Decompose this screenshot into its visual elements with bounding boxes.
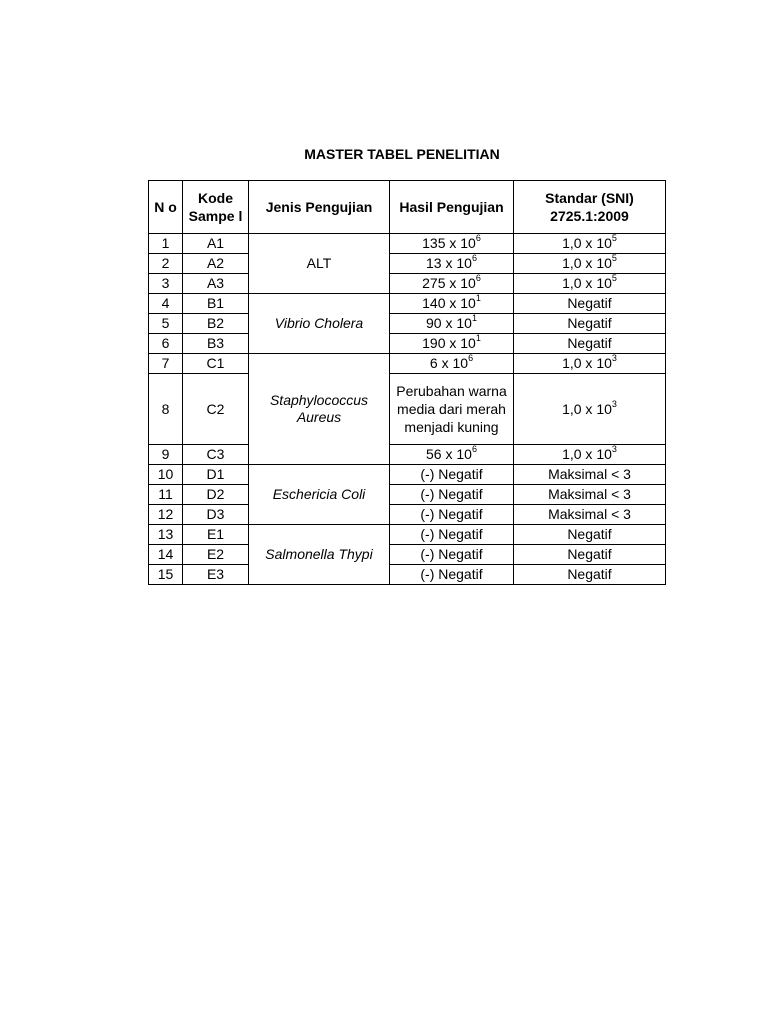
table-row <box>149 565 666 585</box>
cell-kode: D3 <box>183 505 249 525</box>
cell-kode: A1 <box>183 234 249 254</box>
table-header-row <box>149 181 666 234</box>
header-standar: Standar (SNI) 2725.1:2009 <box>514 181 666 234</box>
cell-kode: E2 <box>183 545 249 565</box>
table-row <box>149 254 666 274</box>
cell-no: 15 <box>149 565 183 585</box>
cell-hasil: (-) Negatif <box>390 465 514 485</box>
cell-no: 8 <box>149 374 183 445</box>
master-table <box>148 180 666 585</box>
cell-no: 1 <box>149 234 183 254</box>
cell-jenis-group: Vibrio Cholera <box>249 294 390 354</box>
table-row <box>149 274 666 294</box>
cell-kode: A2 <box>183 254 249 274</box>
cell-kode: C1 <box>183 354 249 374</box>
cell-hasil: 56 x $10^6$ <box>390 445 514 465</box>
cell-kode: C3 <box>183 445 249 465</box>
header-kode-sampel: Kode Sampe l <box>183 181 249 234</box>
cell-no: 3 <box>149 274 183 294</box>
table-row <box>149 465 666 485</box>
cell-hasil: (-) Negatif <box>390 545 514 565</box>
cell-hasil: 135 x $10^6$ <box>390 234 514 254</box>
table-row <box>149 545 666 565</box>
cell-hasil: 190 x $10^1$ <box>390 334 514 354</box>
cell-hasil: 90 x $10^1$ <box>390 314 514 334</box>
cell-standar: 1,0 x $10^5$ <box>514 274 666 294</box>
cell-kode: C2 <box>183 374 249 445</box>
cell-jenis-group: ALT <box>249 234 390 294</box>
cell-standar: 1,0 x $10^5$ <box>514 254 666 274</box>
header-no: N o <box>149 181 183 234</box>
table-row <box>149 374 666 445</box>
cell-no: 10 <box>149 465 183 485</box>
cell-hasil: (-) Negatif <box>390 505 514 525</box>
cell-no: 6 <box>149 334 183 354</box>
cell-standar: 1,0 x $10^3$ <box>514 374 666 445</box>
cell-no: 5 <box>149 314 183 334</box>
cell-standar: Negatif <box>514 525 666 545</box>
cell-standar: Maksimal < 3 <box>514 485 666 505</box>
cell-standar: 1,0 x $10^5$ <box>514 234 666 254</box>
cell-kode: B1 <box>183 294 249 314</box>
cell-standar: Negatif <box>514 565 666 585</box>
cell-no: 2 <box>149 254 183 274</box>
document-title: MASTER TABEL PENELITIAN <box>304 146 500 162</box>
cell-standar: Maksimal < 3 <box>514 505 666 525</box>
table-row <box>149 234 666 254</box>
cell-standar: Negatif <box>514 294 666 314</box>
cell-no: 11 <box>149 485 183 505</box>
cell-standar: 1,0 x $10^3$ <box>514 445 666 465</box>
table-row <box>149 334 666 354</box>
cell-kode: E1 <box>183 525 249 545</box>
header-jenis-pengujian: Jenis Pengujian <box>249 181 390 234</box>
cell-hasil: (-) Negatif <box>390 485 514 505</box>
cell-hasil: Perubahan warna media dari merah menjadi kuning <box>390 374 514 445</box>
cell-standar: 1,0 x $10^3$ <box>514 354 666 374</box>
table-row <box>149 314 666 334</box>
cell-hasil: (-) Negatif <box>390 525 514 545</box>
cell-kode: E3 <box>183 565 249 585</box>
header-hasil-pengujian: Hasil Pengujian <box>390 181 514 234</box>
cell-no: 12 <box>149 505 183 525</box>
table-row <box>149 525 666 545</box>
table-row <box>149 294 666 314</box>
cell-no: 7 <box>149 354 183 374</box>
cell-no: 9 <box>149 445 183 465</box>
cell-jenis-group: Salmonella Thypi <box>249 525 390 585</box>
table-row <box>149 505 666 525</box>
cell-jenis-group: Staphylococcus Aureus <box>249 354 390 465</box>
cell-hasil: 6 x $10^6$ <box>390 354 514 374</box>
cell-hasil: 13 x $10^6$ <box>390 254 514 274</box>
cell-standar: Negatif <box>514 545 666 565</box>
cell-no: 14 <box>149 545 183 565</box>
cell-kode: B2 <box>183 314 249 334</box>
cell-kode: A3 <box>183 274 249 294</box>
cell-no: 13 <box>149 525 183 545</box>
cell-kode: B3 <box>183 334 249 354</box>
cell-standar: Negatif <box>514 334 666 354</box>
cell-no: 4 <box>149 294 183 314</box>
cell-hasil: (-) Negatif <box>390 565 514 585</box>
cell-hasil: 275 x $10^6$ <box>390 274 514 294</box>
cell-standar: Negatif <box>514 314 666 334</box>
table-row <box>149 445 666 465</box>
cell-kode: D2 <box>183 485 249 505</box>
cell-hasil: 140 x $10^1$ <box>390 294 514 314</box>
cell-kode: D1 <box>183 465 249 485</box>
cell-jenis-group: Eschericia Coli <box>249 465 390 525</box>
cell-standar: Maksimal < 3 <box>514 465 666 485</box>
table-row <box>149 354 666 374</box>
table-row <box>149 485 666 505</box>
